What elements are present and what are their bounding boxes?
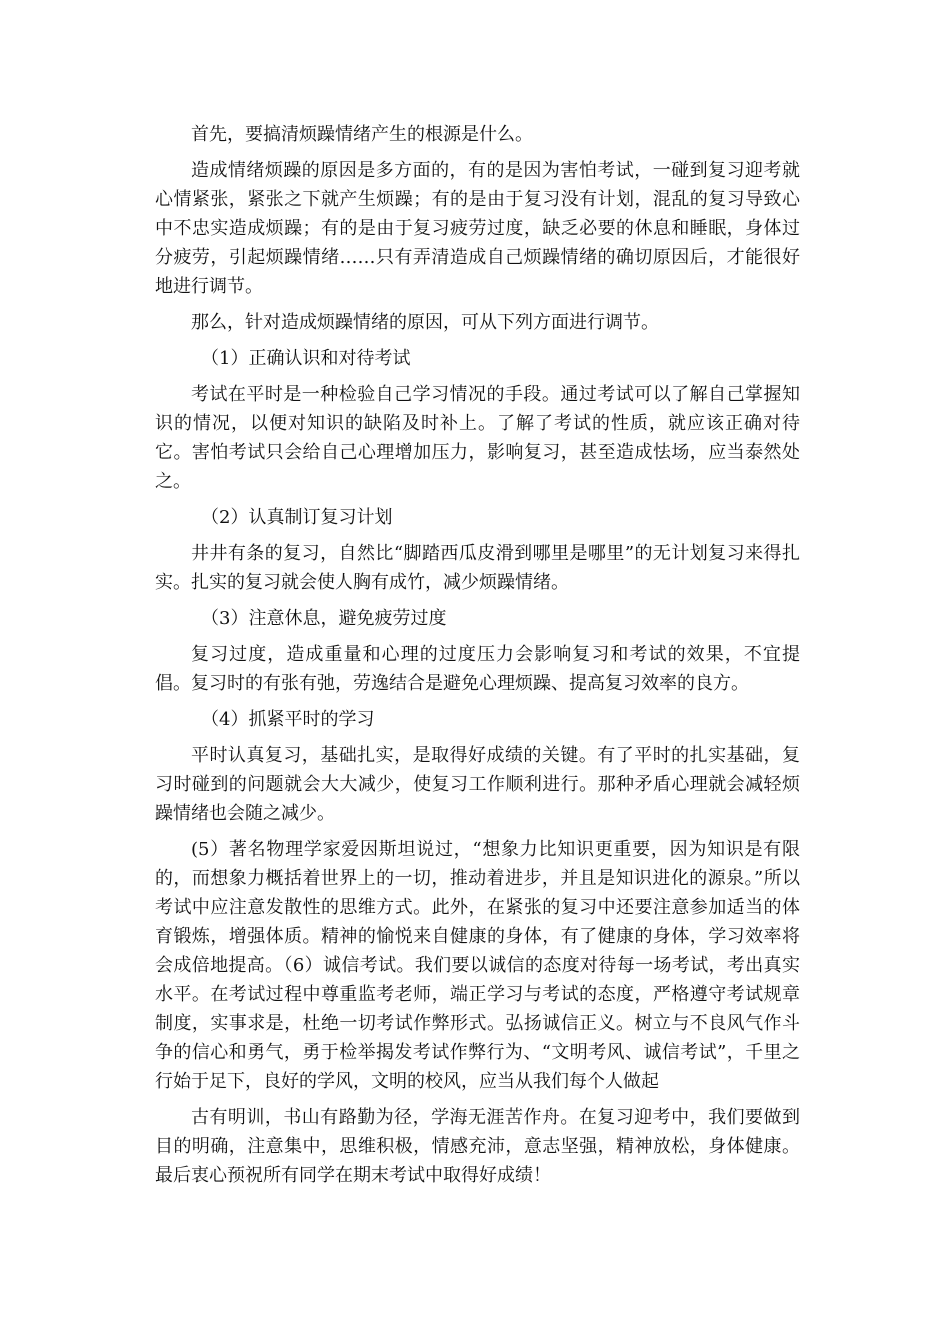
paragraph-causes: 造成情绪烦躁的原因是多方面的，有的是因为害怕考试，一碰到复习迎考就心情紧张，紧张之下就产生烦躁；有的是由于复习没有计划，混乱的复习导致心中不忠实造成烦躁；有的是由于复习疲劳过度，缺乏必要的休息和睡眠，身体过分疲劳，引起烦躁情绪……只有弄清造成自己烦躁情绪的确切原因后，才能很好地进行调节。 [155, 160, 800, 297]
paragraph-section-5-6: (5）著名物理学家爱因斯坦说过，“想象力比知识更重要，因为知识是有限的，而想象力概括着世界上的一切，推动着进步，并且是知识进化的源泉。”所以考试中应注意发散性的思维方式。此外，在紧张的复习中还要注意参加适当的体育锻炼，增强体质。精神的愉悦来自健康的身体，有了健康的身体，学习效率将会成倍地提高。（6）诚信考试。我们要以诚信的态度对待每一场考试，考出真实水平。在考试过程中尊重监考老师，端正学习与考试的态度，严格遵守考试规章制度，实事求是，杜绝一切考试作弊形式。弘扬诚信正义。树立与不良风气作斗争的信心和勇气，勇于检举揭发考试作弊行为、“文明考风、诚信考试”，千里之行始于足下，良好的学风，文明的校风，应当从我们每个人做起 [155, 839, 800, 1092]
paragraph-section-4: 平时认真复习，基础扎实，是取得好成绩的关键。有了平时的扎实基础，复习时碰到的问题就会大大减少，使复习工作顺利进行。那种矛盾心理就会减轻烦躁情绪也会随之减少。 [155, 745, 800, 824]
paragraph-conclusion: 古有明训，书山有路勤为径，学海无涯苦作舟。在复习迎考中，我们要做到目的明确，注意集中，思维积极，情感充沛，意志坚强，精神放松，身体健康。最后衷心预祝所有同学在期末考试中取得好成绩！ [155, 1107, 800, 1186]
paragraph-intro: 首先，要搞清烦躁情绪产生的根源是什么。 [191, 124, 533, 145]
section-heading-3: （3）注意休息，避免疲劳过度 [201, 608, 447, 629]
document-body [155, 120, 800, 1197]
section-heading-1: （1）正确认识和对待考试 [201, 348, 411, 369]
paragraph-section-2: 井井有条的复习，自然比“脚踏西瓜皮滑到哪里是哪里”的无计划复习来得扎实。扎实的复习就会使人胸有成竹，减少烦躁情绪。 [155, 543, 800, 593]
paragraph-methods-intro: 那么，针对造成烦躁情绪的原因，可从下列方面进行调节。 [191, 312, 659, 333]
section-heading-4: （4）抓紧平时的学习 [201, 709, 375, 730]
section-heading-2: （2）认真制订复习计划 [201, 507, 393, 528]
paragraph-section-3: 复习过度，造成重量和心理的过度压力会影响复习和考试的效果，不宜提倡。复习时的有张有弛，劳逸结合是避免心理烦躁、提高复习效率的良方。 [155, 644, 800, 694]
paragraph-section-1: 考试在平时是一种检验自己学习情况的手段。通过考试可以了解自己掌握知识的情况，以便对知识的缺陷及时补上。了解了考试的性质，就应该正确对待它。害怕考试只会给自己心理增加压力，影响复习，甚至造成怯场，应当泰然处之。 [155, 384, 800, 492]
